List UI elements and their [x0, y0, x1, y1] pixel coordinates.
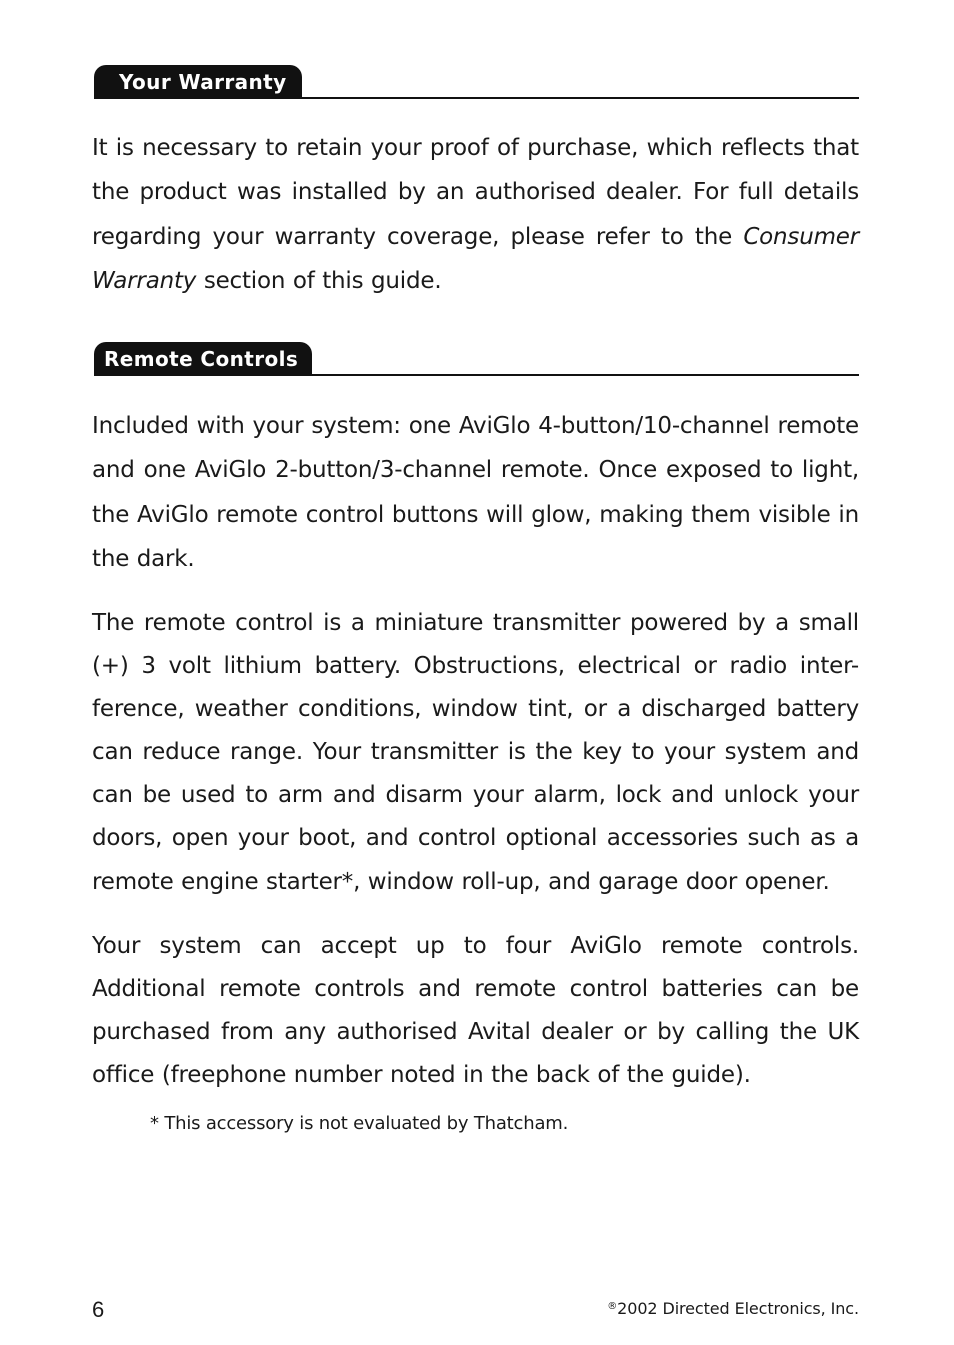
- consumer-warranty-reference: Consumer Warranty: [92, 223, 859, 294]
- warranty-text-end: section of this guide.: [196, 267, 442, 294]
- warranty-paragraph: [92, 126, 859, 303]
- heading-tab-label: Remote Controls: [94, 342, 312, 376]
- copyright-notice: [607, 1299, 859, 1318]
- page-number: 6: [92, 1297, 105, 1322]
- remote-paragraph-transmitter: The remote control is a miniature transmitter powered by a small (+) 3 volt lithium battery. Obstructions, electrical or radio inter-ference, weather conditions, window tint, or a discharged battery can reduce range. Your transmitter is the key to your system and can be used to arm and disarm your alarm, lock and unlock your doors, open your boot, and control optional accessories such as a remote engine starter*, window roll-up, and garage door opener.: [92, 610, 859, 895]
- copyright-text: 2002 Directed Electronics, Inc.: [617, 1299, 859, 1318]
- footnote: * This accessory is not evaluated by Thatcham.: [150, 1113, 569, 1134]
- section-heading-remote-controls: [94, 340, 859, 376]
- section-heading-your-warranty: [94, 63, 859, 99]
- warranty-text-start: It is necessary to retain your proof of purchase, which reflects that the product was installed by an authorised dealer. For full details regarding your warranty coverage, please refer to the: [92, 135, 859, 250]
- heading-tab-label: Your Warranty: [94, 65, 302, 99]
- remote-paragraph-included: Included with your system: one AviGlo 4-button/10-channel remote and one AviGlo 2-button/3-channel remote. Once exposed to light, the AviGlo remote control buttons will glow, making them visible in the dark.: [92, 413, 859, 572]
- registered-symbol: ®: [607, 1301, 618, 1312]
- remote-paragraph-accept: Your system can accept up to four AviGlo remote controls. Additional remote controls and remote control batteries can be purchased from any authorised Avital dealer or by calling the UK office (freephone number noted in the back of the guide).: [92, 933, 859, 1089]
